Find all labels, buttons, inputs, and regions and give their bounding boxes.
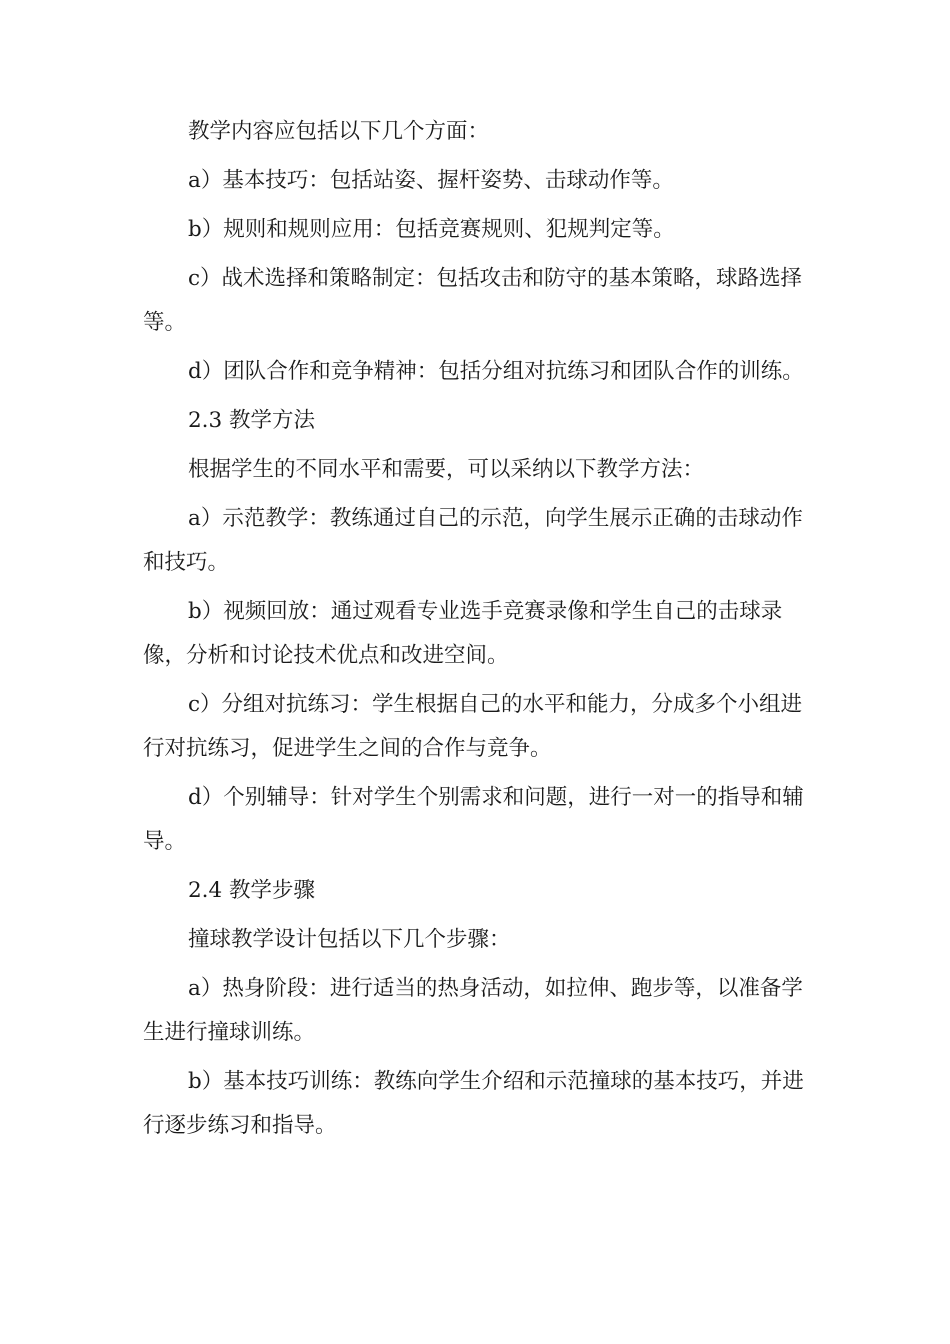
list-item-teamwork: d）团队合作和竞争精神：包括分组对抗练习和团队合作的训练。 [188, 359, 804, 384]
document-body [143, 110, 823, 1153]
section-heading-teaching-methods: 2.3 教学方法 [188, 408, 316, 433]
list-item-rules: b）规则和规则应用：包括竞赛规则、犯规判定等。 [188, 217, 675, 242]
section-heading-teaching-steps: 2.4 教学步骤 [188, 878, 316, 903]
list-item-basic-skills: a）基本技巧：包括站姿、握杆姿势、击球动作等。 [188, 168, 674, 193]
list-item-warmup: a）热身阶段：进行适当的热身活动，如拉伸、跑步等，以准备学生进行撞球训练。 [143, 976, 803, 1045]
list-item-individual-tutoring: d）个别辅导：针对学生个别需求和问题，进行一对一的指导和辅导。 [143, 785, 804, 854]
list-item-group-practice: c）分组对抗练习：学生根据自己的水平和能力，分成多个小组进行对抗练习，促进学生之间的合作与竞争。 [143, 692, 803, 761]
paragraph-methods-intro: 根据学生的不同水平和需要，可以采纳以下教学方法： [188, 457, 705, 482]
list-item-skill-training: b）基本技巧训练：教练向学生介绍和示范撞球的基本技巧，并进行逐步练习和指导。 [143, 1069, 804, 1138]
paragraph-steps-intro: 撞球教学设计包括以下几个步骤： [188, 927, 511, 952]
list-item-video-replay: b）视频回放：通过观看专业选手竞赛录像和学生自己的击球录像，分析和讨论技术优点和改进空间。 [143, 599, 783, 668]
list-item-tactics: c）战术选择和策略制定：包括攻击和防守的基本策略，球路选择等。 [143, 266, 803, 335]
paragraph-intro: 教学内容应包括以下几个方面： [188, 119, 490, 144]
list-item-demonstration: a）示范教学：教练通过自己的示范，向学生展示正确的击球动作和技巧。 [143, 506, 803, 575]
